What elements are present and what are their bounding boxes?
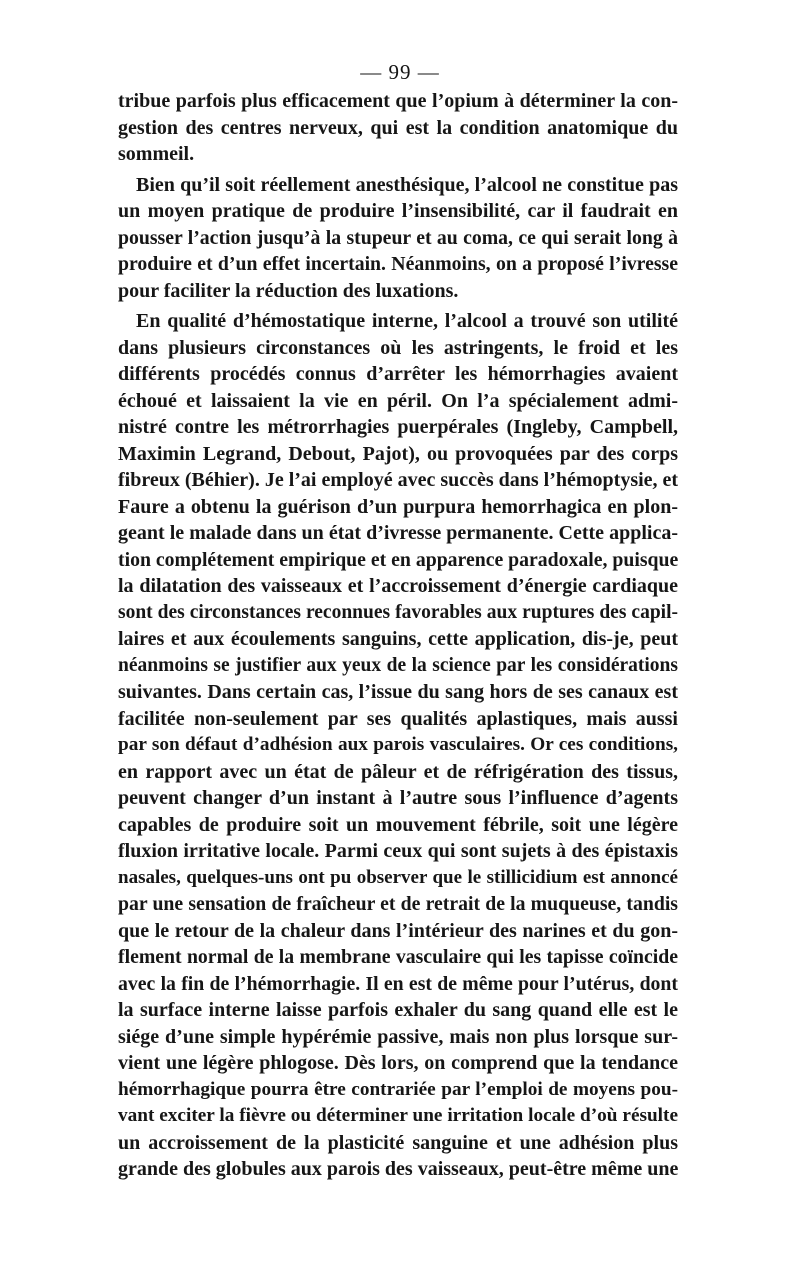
text-line: hémorrhagique pourra être contrariée par l’emploi de moyens pou- — [118, 1078, 678, 1100]
text-line: En qualité d’hémostatique interne, l’alcool a trouvé son utilité — [136, 310, 678, 332]
text-line: flement normal de la membrane vasculaire qui les tapisse coïncide — [118, 946, 678, 968]
text-line: la dilatation des vaisseaux et l’accroissement d’énergie cardiaque — [118, 575, 678, 597]
text-line: fibreux (Béhier). Je l’ai employé avec succès dans l’hémoptysie, et — [118, 469, 679, 491]
text-line: sont des circonstances reconnues favorables aux ruptures des capil- — [118, 601, 678, 623]
text-line: produire et d’un effet incertain. Néanmoins, on a proposé l’ivresse — [118, 253, 678, 275]
paragraph — [118, 308, 678, 1183]
text-line: par son défaut d’adhésion aux parois vasculaires. Or ces conditions, — [118, 734, 678, 755]
text-line: laires et aux écoulements sanguins, cette application, dis-je, peut — [118, 628, 678, 650]
text-line: capables de produire soit un mouvement fébrile, soit une légère — [118, 813, 678, 836]
text-line: pousser l’action jusqu’à la stupeur et au coma, ce qui serait long à — [118, 226, 678, 249]
text-line: siége d’une simple hypérémie passive, mais non plus lorsque sur- — [118, 1025, 678, 1048]
text-line: peuvent changer d’un instant à l’autre sous l’influence d’agents — [118, 787, 678, 809]
text-line: sommeil. — [118, 143, 195, 165]
text-line: nistré contre les métrorrhagies puerpérales (Ingleby, Campbell, — [118, 416, 678, 438]
text-line: tribue parfois plus efficacement que l’opium à déterminer la con- — [118, 90, 678, 112]
text-line: un accroissement de la plasticité sanguine et une adhésion plus — [118, 1131, 678, 1154]
text-line: par une sensation de fraîcheur et de retrait de la muqueuse, tandis — [118, 893, 678, 915]
text-line: nasales, quelques-uns ont pu observer que le stillicidium est annoncé — [118, 866, 678, 888]
text-line: pour faciliter la réduction des luxations. — [118, 279, 459, 302]
text-line: Bien qu’il soit réellement anesthésique, l’alcool ne constitue pas — [136, 173, 678, 196]
text-line: en rapport avec un état de pâleur et de réfrigération des tissus, — [118, 760, 678, 783]
paragraph — [118, 172, 678, 305]
text-line: différents procédés connus d’arrêter les hémorrhagies avaient — [118, 363, 678, 385]
text-line: Maximin Legrand, Debout, Pajot), ou provoquées par des corps — [118, 442, 678, 465]
text-line: un moyen pratique de produire l’insensibilité, car il faudrait en — [118, 200, 678, 222]
text-line: tion complétement empirique et en apparence paradoxale, puisque — [118, 548, 679, 571]
text-line: gestion des centres nerveux, qui est la condition anatomique du — [118, 116, 678, 139]
text-line: avec la fin de l’hémorrhagie. Il en est de même pour l’utérus, dont — [118, 972, 678, 995]
page-number: — 99 — — [360, 60, 440, 84]
text-body — [118, 88, 678, 1183]
text-line: Faure a obtenu la guérison d’un purpura hemorrhagica en plon- — [118, 495, 678, 518]
text-line: dans plusieurs circonstances où les astringents, le froid et les — [118, 336, 678, 359]
text-line: fluxion irritative locale. Parmi ceux qui sont sujets à des épistaxis — [118, 840, 678, 862]
text-line: échoué et laissaient la vie en péril. On l’a spécialement admi- — [118, 389, 678, 412]
text-line: vant exciter la fièvre ou déterminer une irritation locale d’où résulte — [118, 1105, 678, 1126]
text-line: suivantes. Dans certain cas, l’issue du sang hors de ses canaux est — [118, 681, 678, 703]
text-line: grande des globules aux parois des vaisseaux, peut-être même une — [118, 1158, 679, 1180]
text-line: facilitée non-seulement par ses qualités aplastiques, mais aussi — [118, 707, 678, 730]
text-line: geant le malade dans un état d’ivresse permanente. Cette applica- — [118, 522, 678, 544]
text-line: vient une légère phlogose. Dès lors, on comprend que la tendance — [118, 1052, 678, 1074]
text-line: néanmoins se justifier aux yeux de la science par les considérations — [118, 654, 678, 676]
paragraph — [118, 88, 678, 168]
text-line: la surface interne laisse parfois exhaler du sang quand elle est le — [118, 999, 678, 1021]
text-line: que le retour de la chaleur dans l’intérieur des narines et du gon- — [118, 919, 678, 942]
